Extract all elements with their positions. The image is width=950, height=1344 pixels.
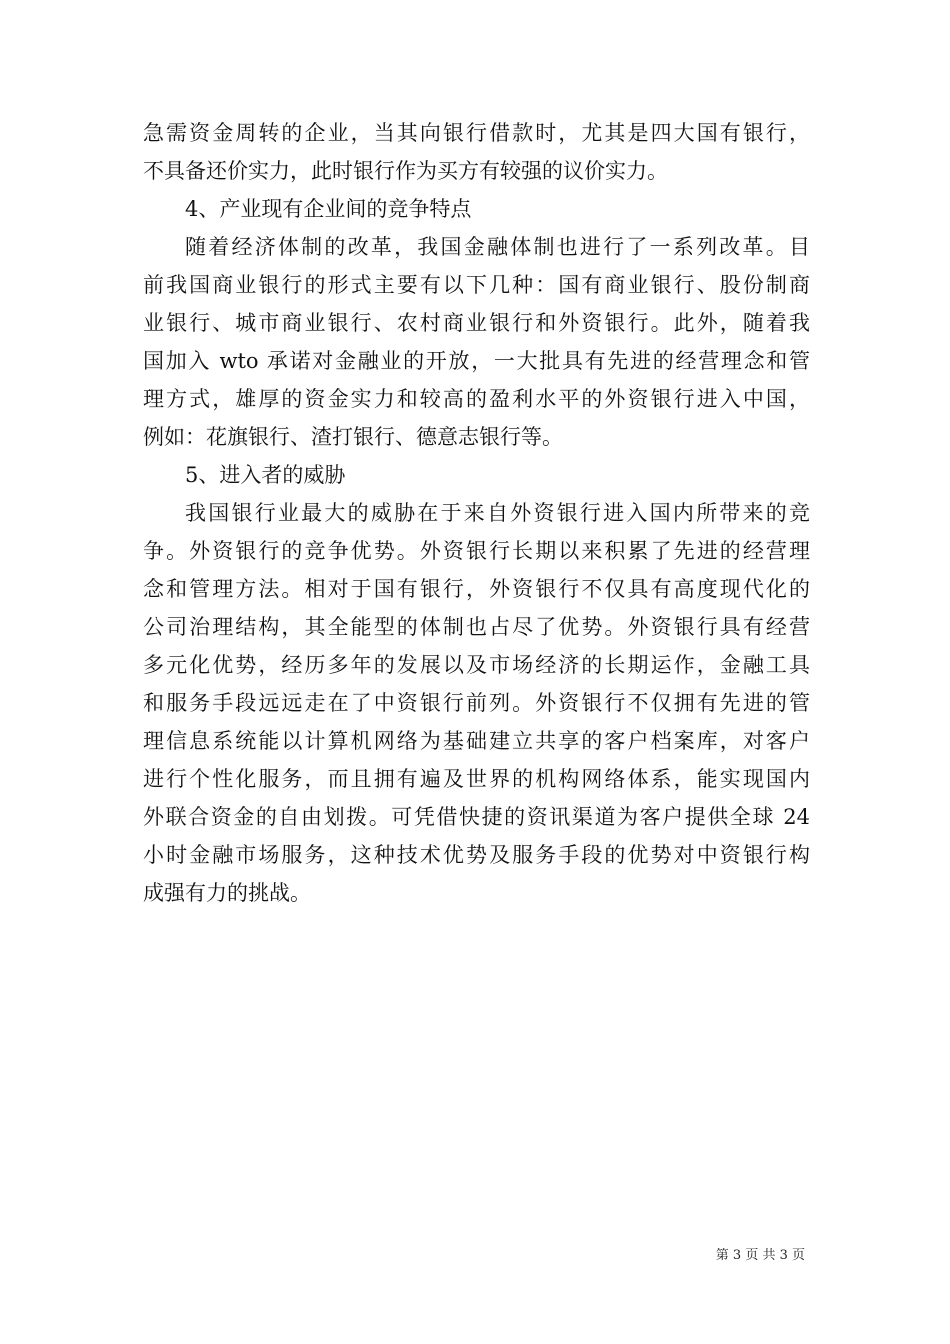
text-line: 理方式，雄厚的资金实力和较高的盈利水平的外资银行进入中国， <box>143 387 810 411</box>
text-line: 前我国商业银行的形式主要有以下几种：国有商业银行、股份制商 <box>143 273 810 297</box>
text-line: 争。外资银行的竞争优势。外资银行长期以来积累了先进的经营理 <box>143 539 810 563</box>
section-heading: 5、进入者的威胁 <box>185 463 346 487</box>
text-line: 国加入 wto 承诺对金融业的开放，一大批具有先进的经营理念和管 <box>143 349 810 373</box>
text-line: 随着经济体制的改革，我国金融体制也进行了一系列改革。目 <box>185 235 810 259</box>
text-line: 多元化优势，经历多年的发展以及市场经济的长期运作，金融工具 <box>143 653 810 677</box>
text-line: 进行个性化服务，而且拥有遍及世界的机构网络体系，能实现国内 <box>143 767 810 791</box>
text-line: 和服务手段远远走在了中资银行前列。外资银行不仅拥有先进的管 <box>143 691 810 715</box>
text-line: 外联合资金的自由划拨。可凭借快捷的资讯渠道为客户提供全球 24 <box>143 805 810 829</box>
text-line: 例如：花旗银行、渣打银行、德意志银行等。 <box>143 425 563 449</box>
text-line: 小时金融市场服务，这种技术优势及服务手段的优势对中资银行构 <box>143 843 810 867</box>
text-line: 业银行、城市商业银行、农村商业银行和外资银行。此外，随着我 <box>143 311 810 335</box>
page-number-footer: 第 3 页 共 3 页 <box>715 1248 805 1263</box>
text-line: 不具备还价实力，此时银行作为买方有较强的议价实力。 <box>143 159 668 183</box>
text-line: 我国银行业最大的威胁在于来自外资银行进入国内所带来的竞 <box>185 501 810 525</box>
text-line: 成强有力的挑战。 <box>143 881 311 905</box>
text-line: 急需资金周转的企业，当其向银行借款时，尤其是四大国有银行， <box>143 121 810 145</box>
section-heading: 4、产业现有企业间的竞争特点 <box>185 197 472 221</box>
text-line: 公司治理结构，其全能型的体制也占尽了优势。外资银行具有经营 <box>143 615 810 639</box>
text-line: 理信息系统能以计算机网络为基础建立共享的客户档案库，对客户 <box>143 729 810 753</box>
text-line: 念和管理方法。相对于国有银行，外资银行不仅具有高度现代化的 <box>143 577 810 601</box>
document-body <box>143 114 810 912</box>
